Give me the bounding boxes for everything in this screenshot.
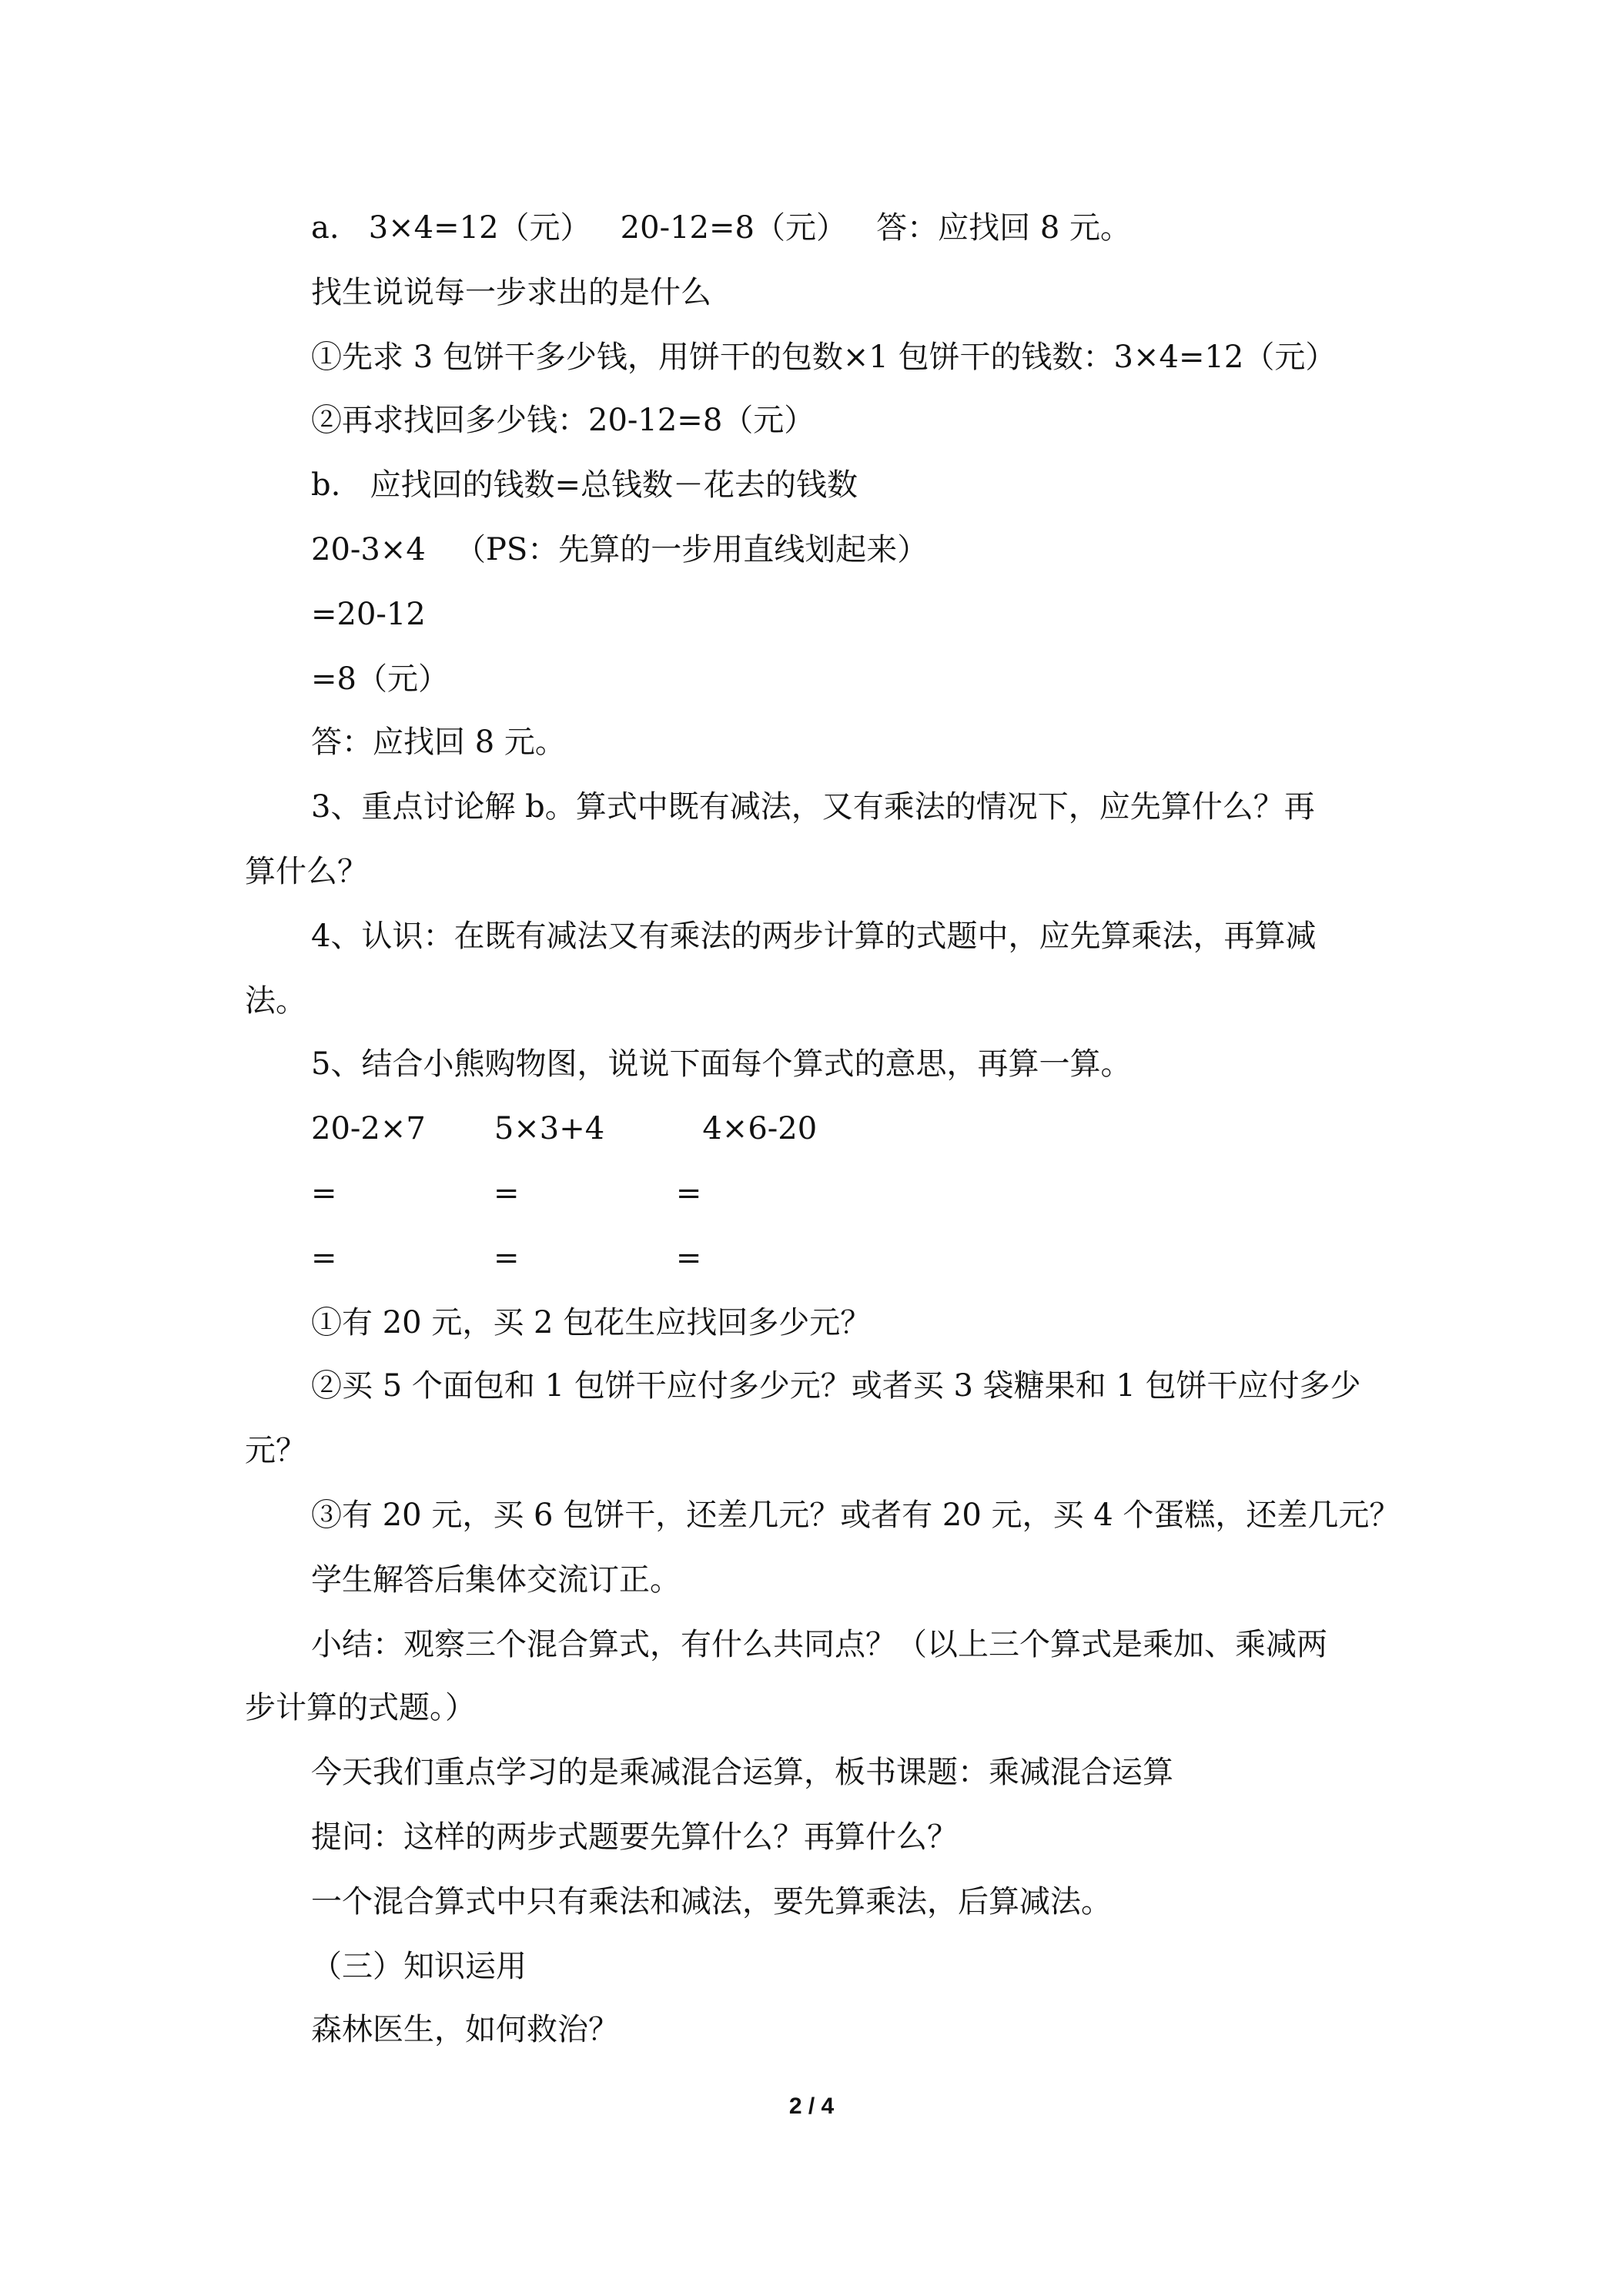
- text-line: 20-3×4 （PS：先算的一步用直线划起来）: [311, 532, 929, 567]
- text-line: a. 3×4=12（元） 20-12=8（元） 答：应找回 8 元。: [311, 210, 1131, 246]
- text-line: = = =: [311, 1176, 702, 1211]
- text-line: =20-12: [311, 597, 426, 632]
- text-line: 答：应找回 8 元。: [311, 725, 566, 760]
- text-line: 步计算的式题。）: [245, 1690, 476, 1725]
- text-line: =8（元）: [311, 661, 449, 697]
- text-line: 20-2×7 5×3+4 4×6-20: [311, 1111, 818, 1146]
- text-line: ②买 5 个面包和 1 包饼干应付多少元？或者买 3 袋糖果和 1 包饼干应付多少: [311, 1368, 1361, 1404]
- text-line: ②再求找回多少钱：20-12=8（元）: [311, 403, 815, 438]
- text-line: （三）知识运用: [311, 1949, 527, 1984]
- text-line: = = =: [311, 1240, 702, 1276]
- text-line: ③有 20 元，买 6 包饼干，还差几元？或者有 20 元，买 4 个蛋糕，还差几元？: [311, 1498, 1400, 1533]
- text-line: 算什么？: [245, 854, 368, 889]
- text-line: 提问：这样的两步式题要先算什么？再算什么？: [311, 1819, 958, 1855]
- text-line: 元？: [245, 1433, 306, 1468]
- text-line: 4、认识：在既有减法又有乘法的两步计算的式题中，应先算乘法，再算减: [311, 919, 1317, 954]
- text-line: ①有 20 元，买 2 包花生应找回多少元？: [311, 1305, 872, 1340]
- text-line: 一个混合算式中只有乘法和减法，要先算乘法，后算减法。: [311, 1884, 1112, 1919]
- text-line: 找生说说每一步求出的是什么: [311, 275, 711, 310]
- text-line: 小结：观察三个混合算式，有什么共同点？（以上三个算式是乘加、乘减两: [311, 1627, 1327, 1662]
- text-line: 今天我们重点学习的是乘减混合运算，板书课题：乘减混合运算: [311, 1755, 1173, 1790]
- text-line: b. 应找回的钱数=总钱数－花去的钱数: [311, 467, 858, 503]
- text-line: 法。: [245, 983, 306, 1019]
- text-line: 3、重点讨论解 b。算式中既有减法，又有乘法的情况下，应先算什么？再: [311, 789, 1315, 825]
- text-line: ①先求 3 包饼干多少钱，用饼干的包数×1 包饼干的钱数：3×4=12（元）: [311, 340, 1337, 375]
- page-number: 2 / 4: [788, 2094, 835, 2119]
- text-line: 学生解答后集体交流订正。: [311, 1562, 681, 1598]
- text-line: 森林医生，如何救治？: [311, 2012, 619, 2047]
- text-line: 5、结合小熊购物图，说说下面每个算式的意思，再算一算。: [311, 1046, 1132, 1082]
